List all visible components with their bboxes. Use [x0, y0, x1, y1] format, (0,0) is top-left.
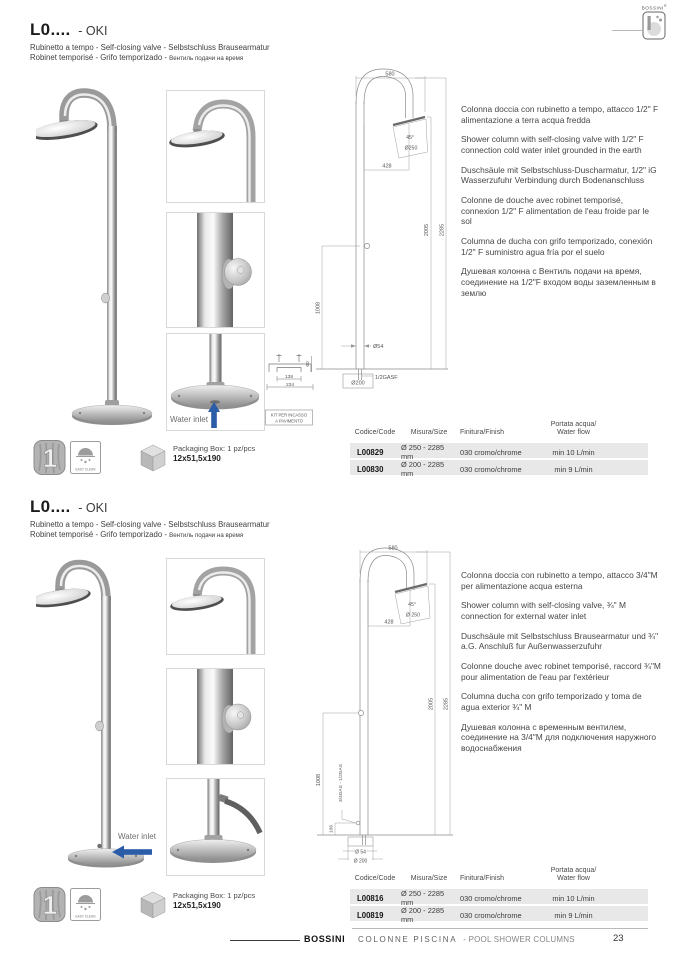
- table-header: [350, 421, 648, 441]
- dim-width-top: 580: [385, 71, 395, 78]
- kit-dim-inner: 138: [284, 374, 294, 380]
- detail-photo-valve: [166, 668, 265, 765]
- dim-height-head: 2005: [424, 223, 430, 237]
- packaging-row-2: [33, 886, 255, 923]
- dim-base-diameter: Ø200: [351, 380, 365, 387]
- section2-descriptions: [461, 570, 662, 763]
- kit-label-1: KIT PER INCASSO: [270, 412, 308, 418]
- shower-column-photo: [36, 558, 166, 878]
- table-header: [350, 867, 648, 887]
- column-pole: [107, 126, 117, 408]
- svg-text:1: 1: [42, 890, 58, 920]
- svg-text:EASY CLEAN: EASY CLEAN: [75, 914, 96, 919]
- section1-descriptions: [461, 104, 662, 307]
- floor-kit-drawing: [265, 352, 315, 432]
- col-size: Misura/Size: [410, 875, 448, 883]
- footer-brand: BOSSINI: [304, 934, 346, 944]
- dim-height-total: 2285: [443, 697, 450, 711]
- dim-width-top: 580: [388, 545, 398, 552]
- col-code: Codice/Code: [354, 875, 396, 883]
- dim-height-total: 2285: [439, 223, 446, 237]
- section2-subtitle2: [30, 530, 243, 540]
- svg-text:1: 1: [42, 443, 58, 473]
- dim-inlet-height: 106: [329, 824, 335, 834]
- technical-drawing-1: [313, 62, 458, 394]
- dim-head-diameter: Ø 250: [405, 612, 421, 619]
- dim-height-valve: 1008: [315, 301, 322, 315]
- desc-es: Columna de ducha con grifo temporizado, conexión 1/2" F suministro agua fría por el suelo: [461, 236, 653, 257]
- packaging-row-1: [33, 439, 255, 476]
- page-number: 23: [613, 933, 624, 944]
- col-finish: Finitura/Finish: [460, 875, 504, 883]
- subtitle-latin: Robinet temporisé - Grifo temporizado -: [30, 53, 167, 62]
- technical-drawing-2: [313, 540, 458, 870]
- footer-series-row: [358, 935, 575, 944]
- subtitle-cyrillic: Вентиль подачи на время: [169, 532, 244, 539]
- table-row: L00816 Ø 250 - 2285 mm 030 cromo/chrome min 10 L/min: [350, 889, 648, 904]
- footer-dash: [230, 940, 300, 941]
- footer-series-en: - POOL SHOWER COLUMNS: [463, 935, 575, 944]
- kit-label-2: A PAVIMENTO: [275, 418, 303, 424]
- valve-knob: [102, 293, 110, 303]
- packaging-text: [173, 891, 255, 910]
- base-plate: [72, 405, 152, 422]
- product-table-2: [350, 867, 648, 925]
- packaging-box-icon: [137, 443, 169, 473]
- desc-fr: Colonne douche avec robinet temporisé, raccord ¾"M pour alimentation de l'eau par l'extérieur: [461, 661, 661, 682]
- dim-angle: 45°: [408, 602, 416, 608]
- product-name: - OKI: [78, 24, 108, 38]
- dim-base-diameter: Ø 200: [353, 858, 368, 865]
- packaging-label: Packaging Box: 1 pz/pcs: [173, 444, 256, 453]
- col-size: Misura/Size: [410, 429, 448, 437]
- product-code: L0....: [30, 497, 71, 516]
- desc-de: Duschsäule mit Selbstschluss-Duscharmatur, 1/2" iG Wasserzufuhr Verbindung durch Bodenanschluss: [461, 164, 657, 186]
- packaging-size: 12x51,5x190: [173, 453, 221, 463]
- subtitle-cyrillic: Вентиль подачи на время: [169, 55, 244, 62]
- desc-ru: Душевая колонна с временным вентилем, соединение на 3/4"М для подключения наружного водоснабжения: [461, 721, 657, 754]
- dim-connection: 3/4GAS - 1/2GAS: [339, 764, 344, 802]
- desc-de: Duschsäule mit Selbstschluss Brausearmatur und ¾" a.G. Anschluß fur Außenwasserzufuhr: [461, 630, 659, 652]
- col-flow: Portata acqua/ Water flow: [550, 867, 597, 883]
- footer-series: COLONNE PISCINA: [358, 935, 458, 944]
- packaging-size: 12x51,5x190: [173, 900, 221, 910]
- col-flow: Portata acqua/ Water flow: [550, 421, 597, 437]
- dim-reach: 428: [382, 163, 392, 170]
- brand-logo: [642, 4, 667, 46]
- desc-es: Columna ducha con grifo temporizado y toma de agua exterior ¾" M: [461, 691, 642, 713]
- product-code: L0....: [30, 20, 71, 39]
- bossini-logo-icon: [642, 11, 666, 41]
- packaging-label: Packaging Box: 1 pz/pcs: [173, 891, 256, 900]
- kit-dim-side: 60: [306, 361, 311, 367]
- desc-it: Colonna doccia con rubinetto a tempo, attacco 1/2" F alimentazione a terra acqua fredda: [461, 104, 659, 125]
- easy-clean-icon: [70, 441, 101, 474]
- easy-clean-icon: [70, 888, 101, 921]
- col-finish: Finitura/Finish: [460, 429, 504, 437]
- subtitle-latin: Robinet temporisé - Grifo temporizado -: [30, 530, 167, 539]
- table-row: L00819 Ø 200 - 2285 mm 030 cromo/chrome min 9 L/min: [350, 906, 648, 921]
- single-jet-icon: [33, 439, 66, 476]
- dim-pole-diameter: Ø 54: [355, 849, 366, 856]
- kit-dim-outer: 234: [285, 382, 295, 388]
- dim-pole-diameter: Ø54: [373, 344, 384, 350]
- shower-column-photo: [36, 86, 166, 431]
- brand-name: BOSSINI®: [641, 4, 667, 11]
- col-code: Codice/Code: [354, 429, 396, 437]
- packaging-text: [173, 444, 255, 463]
- dim-angle: 45°: [406, 135, 414, 141]
- valve-knob: [96, 721, 104, 731]
- dim-head-diameter: Ø250: [404, 145, 418, 152]
- single-jet-icon: [33, 886, 66, 923]
- detail-photo-valve: [166, 212, 265, 328]
- dim-reach: 428: [384, 619, 394, 626]
- product-name: - OKI: [78, 501, 108, 515]
- footer-rule: [352, 928, 648, 929]
- water-inlet-label: Water inlet: [118, 832, 156, 841]
- table-row: L00830 Ø 200 - 2285 mm 030 cromo/chrome min 9 L/min: [350, 460, 648, 475]
- section1-title: [30, 20, 107, 40]
- section2-subtitle1: Rubinetto a tempo - Self-closing valve - Selbstschluss Brausearmatur: [30, 520, 270, 529]
- inlet-hose: [225, 801, 260, 833]
- dim-height-head: 2005: [428, 697, 435, 711]
- desc-ru: Душевая колонна с Вентиль подачи на время, соединение на 1/2"F входом воды заземленным в землю: [461, 266, 656, 298]
- inlet-fitting: [97, 844, 101, 848]
- water-inlet-label: Water inlet: [170, 415, 208, 424]
- detail-photo-head: [166, 90, 265, 203]
- packaging-box-icon: [137, 890, 169, 920]
- section2-title: [30, 497, 107, 517]
- dim-connection: 1/2GASF: [375, 375, 398, 381]
- section1-subtitle2: [30, 53, 243, 63]
- desc-en: Shower column with self-closing valve, ¾" M connection for external water inlet: [461, 600, 626, 622]
- detail-photo-base: [166, 778, 265, 876]
- desc-it: Colonna doccia con rubinetto a tempo, attacco 3/4"M per alimentazione acqua esterna: [461, 570, 658, 591]
- detail-photo-base: [166, 333, 265, 431]
- desc-fr: Colonne de douche avec robinet temporisé, connexion 1/2" F alimentation de l'eau froide par le sol: [461, 195, 650, 227]
- detail-photo-head: [166, 558, 265, 655]
- svg-text:EASY CLEAN: EASY CLEAN: [75, 467, 96, 472]
- product-table-1: [350, 421, 648, 479]
- header-divider: [612, 30, 642, 31]
- dim-height-valve: 1008: [316, 773, 322, 787]
- table-row: L00829 Ø 250 - 2285 mm 030 cromo/chrome min 10 L/min: [350, 443, 648, 458]
- section1-subtitle1: Rubinetto a tempo - Self-closing valve - Selbstschluss Brausearmatur: [30, 43, 270, 52]
- desc-en: Shower column with self-closing valve with 1/2" F connection cold water inlet grounded in the earth: [461, 134, 644, 156]
